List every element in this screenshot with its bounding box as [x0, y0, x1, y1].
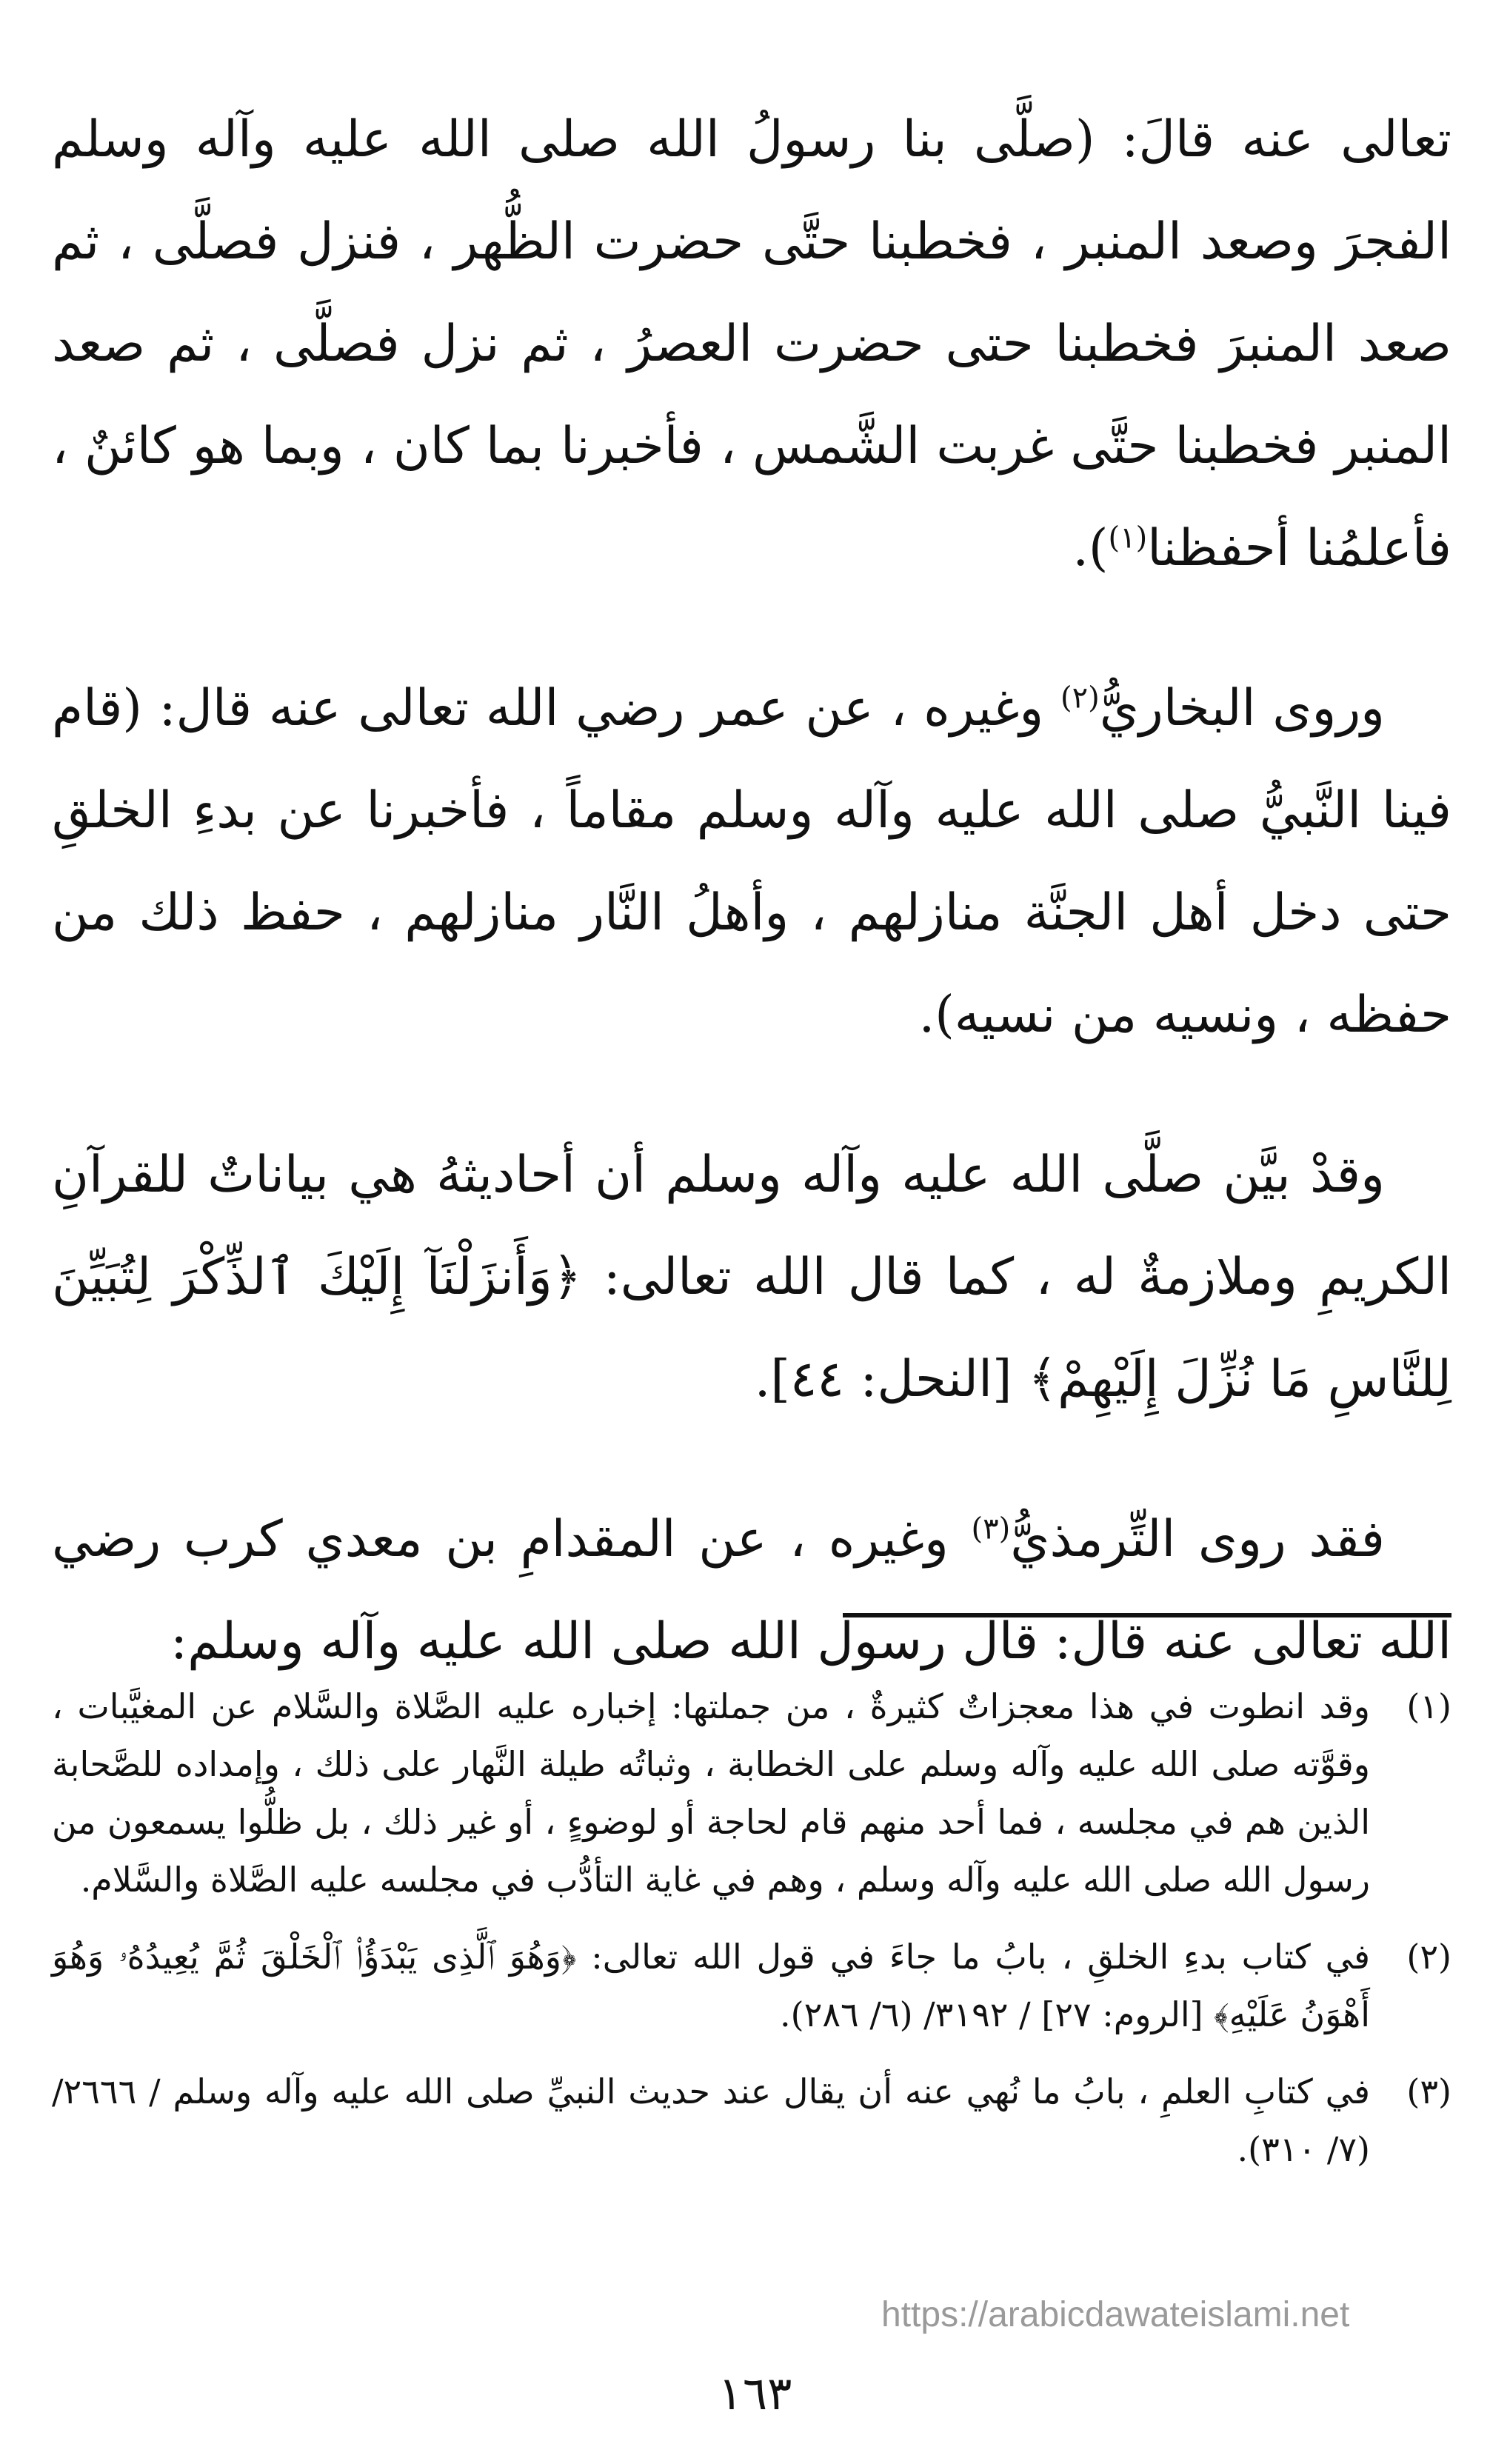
- paragraph-2: [52, 658, 1451, 1066]
- footnote-text: وقد انطوت في هذا معجزاتٌ كثيرةٌ ، من جملتها: إخباره عليه الصَّلاة والسَّلام عن المغيَّبات ، وقوَّته صلى الله عليه وآله وسلم على الخطابة ، وثباتُه طيلة النَّهار على ذلك ، وإمداده للصَّحابة الذين هم في مجلسه ، فما أحد منهم قام لحاجة أو لوضوءٍ ، أو غير ذلك ، بل ظلُّوا يسمعون من رسول الله صلى الله عليه وآله وسلم ، وهم في غاية التأدُّب في مجلسه عليه الصَّلاة والسَّلام.: [52, 1686, 1370, 1900]
- footnote-text: في كتابِ العلمِ ، بابُ ما نُهي عنه أن يقال عند حديث النبيِّ صلى الله عليه وآله وسلم / ٢٦٦٦/ (٧/ ٣١٠).: [52, 2071, 1370, 2169]
- watermark-url: https://arabicdawateislami.net: [881, 2295, 1350, 2334]
- paragraph-2-text-b: وغيره ، عن عمر رضي الله تعالى عنه قال: (قام فينا النَّبيُّ صلى الله عليه وآله وسلم مقاماً ، فأخبرنا عن بدءِ الخلقِ حتى دخل أهل الجنَّة منازلهم ، وأهلُ النَّار منازلهم ، حفظ ذلك من حفظه ، ونسيه من نسيه).: [52, 679, 1451, 1044]
- paragraph-1: [52, 89, 1451, 600]
- footnotes: [52, 1677, 1451, 2197]
- footnote-number: (٢): [1406, 1937, 1451, 1977]
- footnote-separator: [843, 1613, 1451, 1617]
- paragraph-1-tail: ).: [1072, 519, 1109, 578]
- paragraph-4-text-a: فقد روى التِّرمذيُّ: [1010, 1510, 1385, 1569]
- paragraph-4: [52, 1489, 1451, 1693]
- footnote-ref-1[interactable]: (١): [1108, 521, 1148, 555]
- page-number: ١٦٣: [718, 2366, 792, 2420]
- footnote-text: في كتاب بدءِ الخلقِ ، بابُ ما جاءَ في قول الله تعالى: ﴿وَهُوَ ٱلَّذِى يَبْدَؤُا۟ ٱلْخَلْقَ ثُمَّ يُعِيدُهُۥ وَهُوَ أَهْوَنُ عَلَيْهِ﴾ [الروم: ٢٧] / ٣١٩٢/ (٦/ ٢٨٦).: [52, 1937, 1370, 2034]
- footnote-1: [52, 1677, 1451, 1909]
- footnote-ref-2[interactable]: (٢): [1060, 681, 1100, 715]
- paragraph-2-text-a: وروى البخاريُّ: [1099, 679, 1385, 738]
- footnote-number: (٣): [1406, 2071, 1451, 2111]
- paragraph-3-text: وقدْ بيَّن صلَّى الله عليه وآله وسلم أن أحاديثهُ هي بياناتٌ للقرآنِ الكريمِ وملازمةٌ له ، كما قال الله تعالى: ﴿وَأَنزَلْنَآ إِلَيْكَ ٱلذِّكْرَ لِتُبَيِّنَ لِلنَّاسِ مَا نُزِّلَ إِلَيْهِمْ﴾ [النحل: ٤٤].: [52, 1146, 1451, 1409]
- paragraph-4-text-b: وغيره ، عن المقدامِ بن معدي كرب رضي الله تعالى عنه قال: قال رسول الله صلى الله عليه وآله وسلم:: [52, 1510, 1451, 1671]
- footnote-number: (١): [1406, 1686, 1451, 1726]
- footnote-ref-3[interactable]: (٣): [971, 1512, 1011, 1546]
- footnote-3: [52, 2063, 1451, 2178]
- paragraph-3: [52, 1124, 1451, 1431]
- paragraph-1-text: تعالى عنه قالَ: (صلَّى بنا رسولُ الله صلى الله عليه وآله وسلم الفجرَ وصعد المنبر ، فخطبنا حتَّى حضرت الظُّهر ، فنزل فصلَّى ، ثم صعد المنبرَ فخطبنا حتى حضرت العصرُ ، ثم نزل فصلَّى ، ثم صعد المنبر فخطبنا حتَّى غربت الشَّمس ، فأخبرنا بما كان ، وبما هو كائنٌ ، فأعلمُنا أحفظنا: [52, 110, 1451, 578]
- main-text: [52, 89, 1451, 1751]
- footnote-2: [52, 1928, 1451, 2043]
